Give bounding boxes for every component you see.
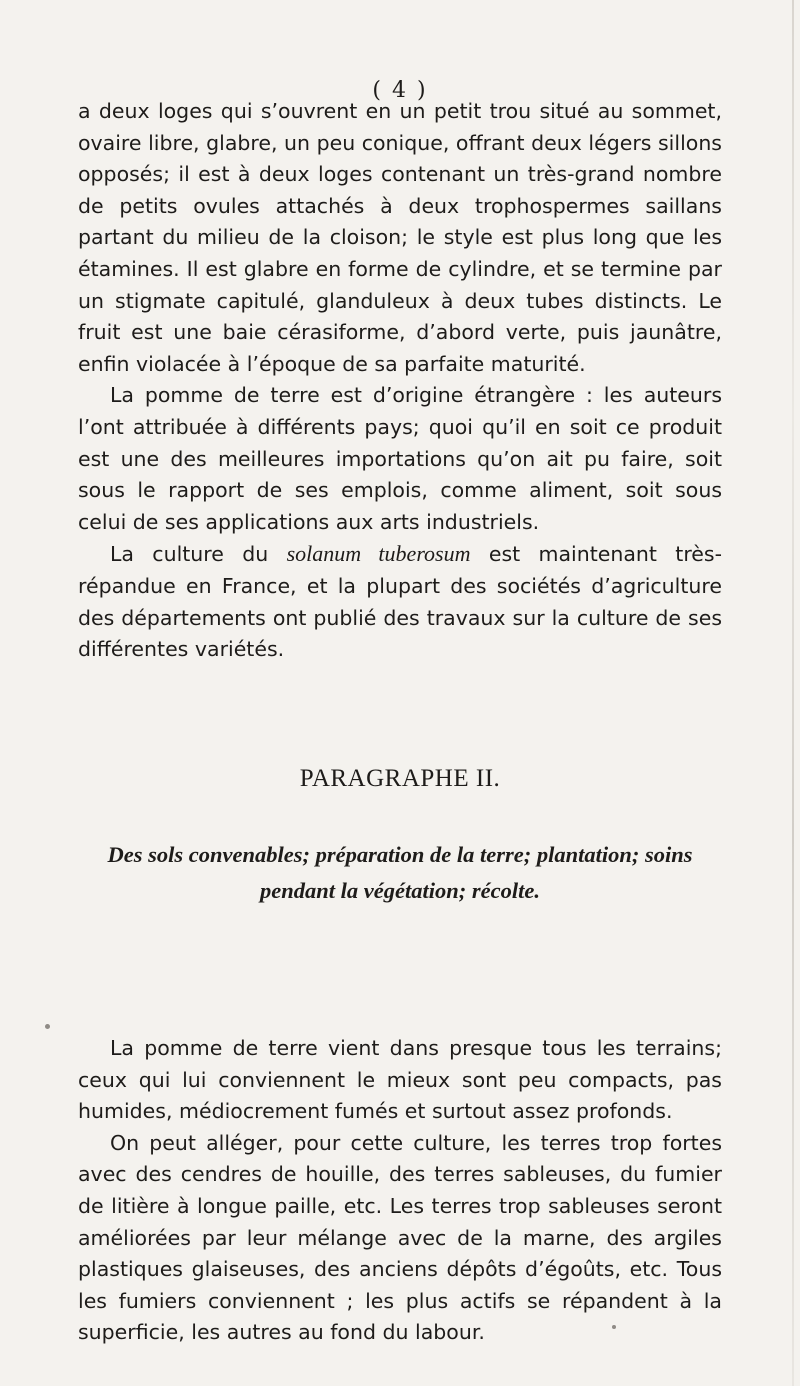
section-subheading: Des sols convenables; préparation de la terre; plantation; soins pendant la végétation; récolte. [107, 842, 693, 903]
body-text-top [78, 96, 722, 666]
latin-name: solanum tuberosum [286, 541, 471, 567]
paragraph-culture-end: est maintenant très-répandue en France, et la plupart des sociétés d’agriculture des départements ont publié des travaux sur la culture de ses différentes variétés. [78, 542, 722, 662]
paper-speck [612, 1325, 616, 1329]
paragraph-culture-start: La culture du [110, 542, 287, 567]
paper-speck [45, 1024, 50, 1029]
section-heading: PARAGRAPHE II. [299, 765, 501, 792]
paragraph-soils: La pomme de terre vient dans presque tous les terrains; ceux qui lui conviennent le mieux sont peu compacts, pas humides, médiocrement fumés et surtout assez profonds. [78, 1036, 722, 1124]
page-number: ( 4 ) [372, 78, 428, 103]
paragraph-amendments: On peut alléger, pour cette culture, les terres trop fortes avec des cendres de houille, des terres sableuses, du fumier de litière à longue paille, etc. Les terres trop sableuses seront améliorées par leur mélange avec de la marne, des argiles plastiques glaiseuses, des anciens dépôts d’égoûts, etc. Tous les fumiers conviennent ; les plus actifs se répandent à la superficie, les autres au fond du labour. [78, 1130, 722, 1345]
page-edge-shadow [792, 0, 794, 1386]
body-text-bottom [78, 1033, 722, 1349]
paragraph-continuation: a deux loges qui s’ouvrent en un petit trou situé au sommet, ovaire libre, glabre, un peu conique, offrant deux légers sillons opposés; il est à deux loges contenant un très-grand nombre de petits ovules attachés à deux trophospermes saillans partant du milieu de la cloison; le style est plus long que les étamines. Il est glabre en forme de cylindre, et se termine par un stigmate capitulé, glanduleux à deux tubes distincts. Le fruit est une baie cérasiforme, d’abord verte, puis jaunâtre, enfin violacée à l’époque de sa parfaite maturité. [78, 99, 722, 376]
paragraph-culture [78, 538, 722, 665]
paragraph-origin: La pomme de terre est d’origine étrangère : les auteurs l’ont attribuée à différents pays; quoi qu’il en soit ce produit est une des meilleures importations qu’on ait pu faire, soit sous le rapport de ses emplois, comme aliment, soit sous celui de ses applications aux arts industriels. [78, 383, 722, 534]
